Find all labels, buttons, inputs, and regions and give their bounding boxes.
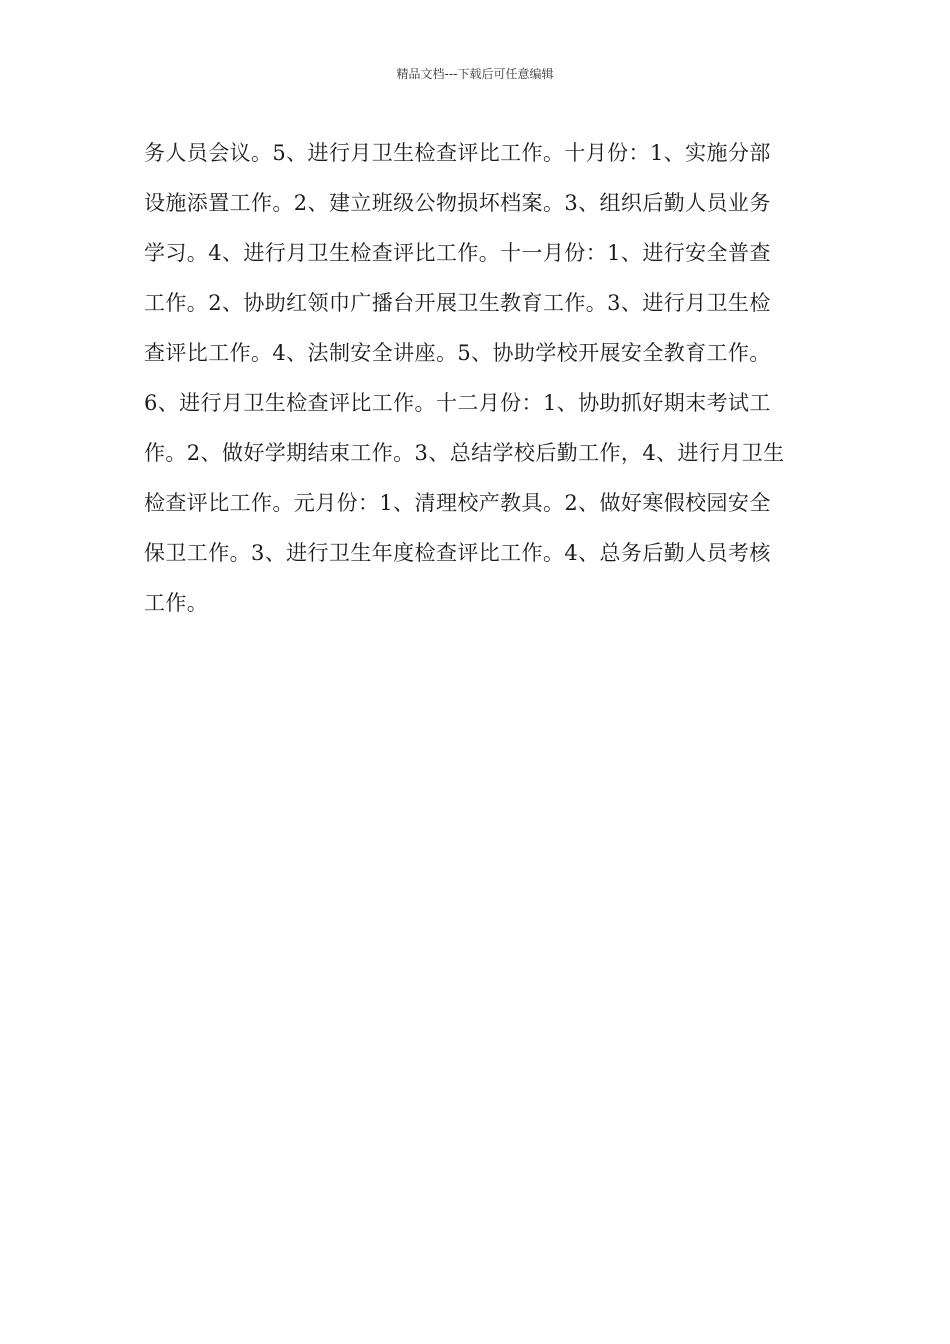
body-line: 设施添置工作。2、建立班级公物损坏档案。3、组织后勤人员业务 <box>144 191 771 215</box>
body-line: 学习。4、进行月卫生检查评比工作。十一月份：1、进行安全普查 <box>144 241 771 265</box>
body-line: 务人员会议。5、进行月卫生检查评比工作。十月份：1、实施分部 <box>144 141 771 165</box>
body-line: 工作。2、协助红领巾广播台开展卫生教育工作。3、进行月卫生检 <box>144 291 771 315</box>
body-line: 查评比工作。4、法制安全讲座。5、协助学校开展安全教育工作。 <box>144 341 771 365</box>
body-line: 保卫工作。3、进行卫生年度检查评比工作。4、总务后勤人员考核 <box>144 541 771 565</box>
document-body <box>144 128 834 628</box>
body-line: 工作。 <box>144 591 209 615</box>
body-line: 检查评比工作。元月份：1、清理校产教具。2、做好寒假校园安全 <box>144 491 771 515</box>
page-header: 精品文档---下载后可任意编辑 <box>396 67 554 81</box>
body-line: 作。2、做好学期结束工作。3、总结学校后勤工作，4、进行月卫生 <box>144 441 785 465</box>
body-line: 6、进行月卫生检查评比工作。十二月份：1、协助抓好期末考试工 <box>144 391 771 415</box>
